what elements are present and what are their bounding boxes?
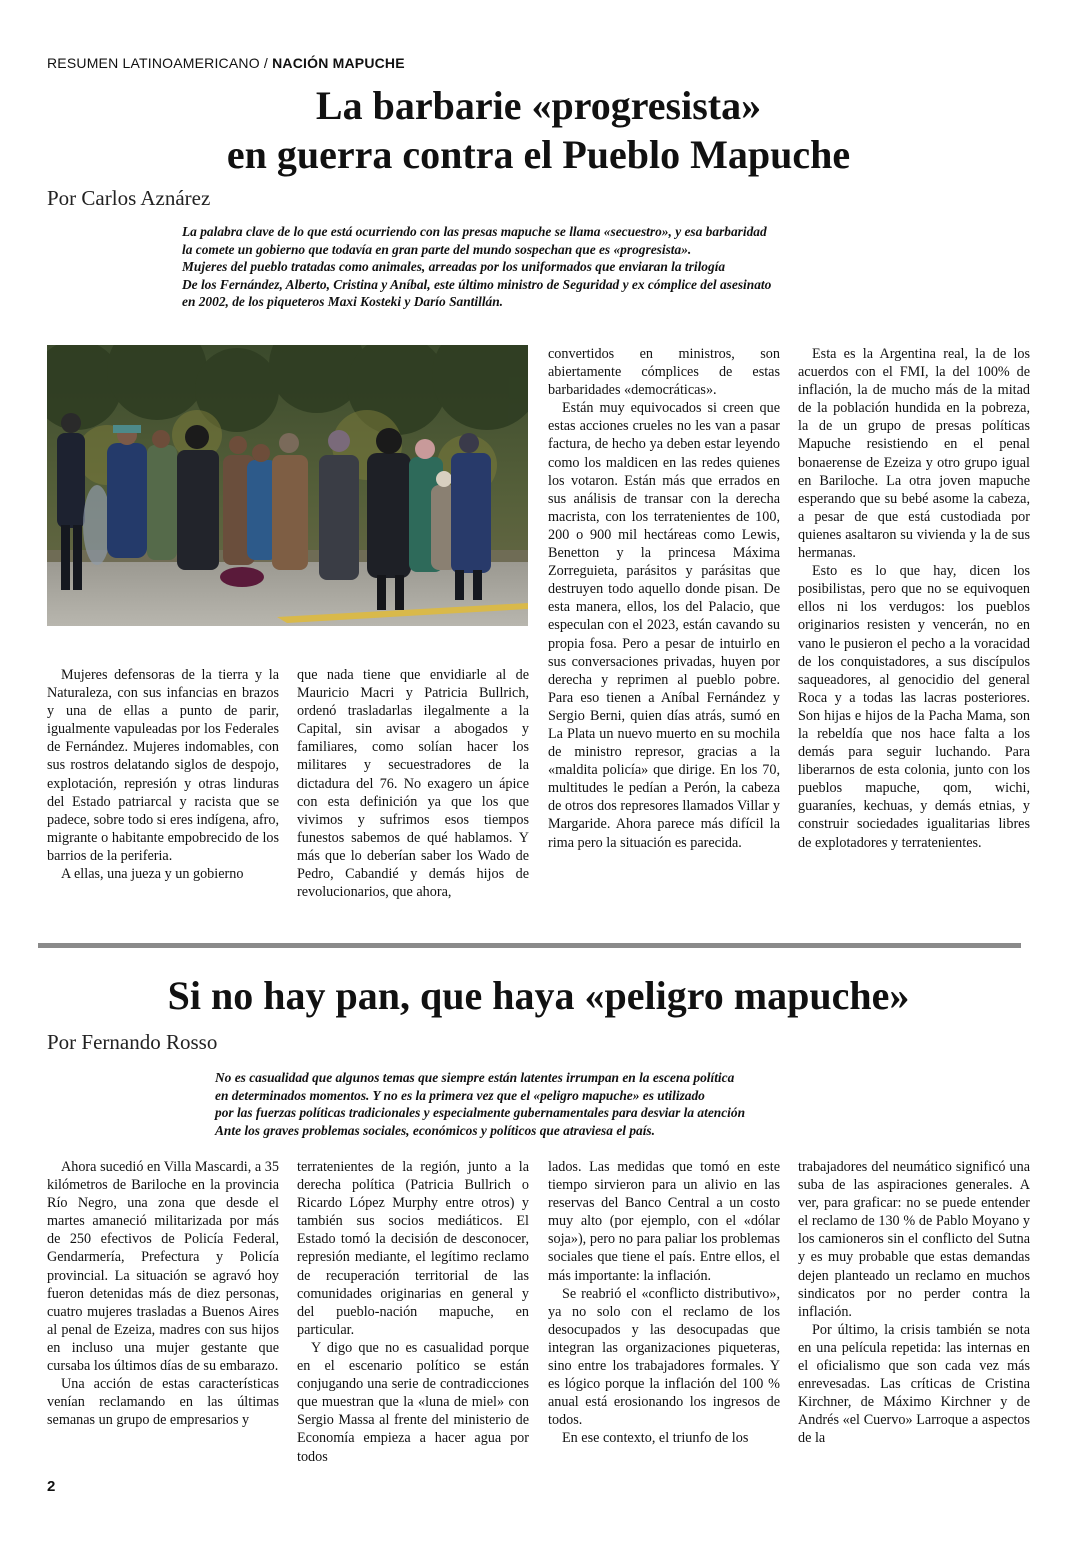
paragraph: Ahora sucedió en Villa Mascardi, a 35 kilómetros de Bariloche en la provincia Río Negro, una zona que desde el martes amaneció militarizada por más de 250 efectivos de Policía Federal, Gendarmería, Prefectura y Policía provincial. La situación se agravó hoy fueron detenidas más de diez personas, cuatro mujeres trasladas a Buenos Aires al penal de Ezeiza, madres con sus hijos en incluso una mujer gestante que cursaba los últimos días de su embarazo. [47, 1159, 279, 1375]
article2-title: Si no hay pan, que haya «peligro mapuche» [167, 973, 910, 1018]
article2-byline: Por Fernando Rosso [47, 1030, 218, 1054]
news-photo-mapuche-women [47, 345, 528, 626]
paragraph: A ellas, una jueza y un gobierno [61, 866, 244, 883]
paragraph: trabajadores del neumático significó una suba de las aspiraciones generales. A ver, para graficar: no se puede entender el reclamo de 130 % de Pablo Moyano y los camioneros sin el conflicto del Sutna y es muy probable que estas demandas dejen planteado un reclamo en muchos sindicatos por no perder contra la inflación. [798, 1159, 1030, 1320]
article1-lead-line: la comete un gobierno que todavía en gran parte del mundo sospechan que es «progresista». [182, 241, 692, 257]
article2-lead-line: Ante los graves problemas sociales, económicos y políticos que atraviesa el país. [215, 1122, 655, 1138]
article1-title-line2: en guerra contra el Pueblo Mapuche [226, 131, 851, 177]
publication-name: RESUMEN LATINOAMERICANO / [47, 55, 268, 71]
article2-lead-line: en determinados momentos. Y no es la primera vez que el «peligro mapuche» es utilizado [215, 1087, 705, 1103]
paragraph: terratenientes de la región, junto a la derecha política (Patricia Bullrich o Ricardo López Murphy entre otros) y también sus socios mediáticos. El Estado tomó la decisión de desconocer, represión mediante, el legítimo reclamo de recuperación territorial de las comunidades originarias en general y del pueblo-nación mapuche, en particular. [297, 1159, 529, 1338]
article1-title-line1: La barbarie «progresista» [315, 83, 762, 128]
article2-column-4 [798, 1158, 1030, 1448]
article2-column-2 [297, 1158, 529, 1466]
article1-lead-line: De los Fernández, Alberto, Cristina y Aníbal, este último ministro de Seguridad y ex cómplice del asesinato [182, 276, 772, 292]
paragraph: que nada tiene que envidiarle al de Mauricio Macri y Patricia Bullrich, ordenó trasladarlas ilegalmente a la Capital, sin avisar a abogados y familiares, como solían hacer los militares y secuestradores de la dictadura del 76. No exagero un ápice con esta definición ya que los que vivimos y sufrimos esos tiempos funestos sabemos de qué hablamos. Y más que lo deberían saber los Wado de Pedro, Cabandié y demás hijos de revolucionarios, que ahora, [297, 667, 529, 901]
paragraph: Y digo que no es casualidad porque en el escenario político se están conjugando una serie de contradicciones que muestran que la «luna de miel» con Sergio Massa al frente del ministerio de Economía empieza a hacer agua por todos [297, 1339, 529, 1465]
paragraph: Se reabrió el «conflicto distributivo», ya no solo con el reclamo de los desocupados y las desocupadas que integran las organizaciones piqueteras, sino entre los trabajadores formales. Y es lógico porque la inflación del 100 % anual está erosionando los ingresos de todos. [548, 1285, 780, 1429]
article1-column-4 [798, 345, 1030, 852]
article1-column-2 [297, 666, 529, 901]
article1-column-1 [47, 666, 279, 883]
paragraph: Esta es la Argentina real, la de los acuerdos con el FMI, la del 100% de inflación, la de mucho más de la mitad de la población hundida en la pobreza, la de un grupo de presas políticas Mapuche resistiendo en el penal bonaerense de Ezeiza y otro grupo igual en Bariloche. La otra joven mapuche esperando que su bebé asome la cabeza, a pesar de que está custodiada por quienes asaltaron su vivienda y la de sus hermanas. [798, 346, 1030, 562]
article2-column-1 [47, 1158, 279, 1429]
paragraph: Mujeres defensoras de la tierra y la Naturaleza, con sus infancias en brazos y una de ellas a punto de parir, igualmente vapuleadas por los Federales de Fernández. Mujeres indomables, con sus rostros delatando siglos de despojo, explotación, represión y otras linduras del Estado patriarcal y racista que se padece, sobre todo si eres indígena, afro, migrante o habitante empobrecido de los barrios de la periferia. [47, 667, 279, 864]
article2-column-3 [548, 1158, 780, 1448]
paragraph: Por último, la crisis también se nota en una película repetida: las internas en el oficialismo que son cada vez más enrevesadas. Las críticas de Cristina Kirchner, de Máximo Kirchner y de Andrés «el Cuervo» Larroque a aspectos de la [798, 1321, 1030, 1447]
article1-byline: Por Carlos Aznárez [47, 186, 211, 210]
publication-header [47, 55, 405, 71]
paragraph: Una acción de estas características venían reclamando en las últimas semanas un grupo de empresarios y [47, 1376, 279, 1429]
section-divider [38, 943, 1021, 948]
article1-column-3 [548, 345, 780, 852]
paragraph: convertidos en ministros, son abiertamente cómplices de estas barbaridades «democráticas». [548, 346, 780, 399]
article1-lead-line: La palabra clave de lo que está ocurriendo con las presas mapuche se llama «secuestro», y esa barbaridad [182, 224, 767, 239]
article2-lead-line: por las fuerzas políticas tradicionales y especialmente gubernamentales para desviar la atención [215, 1105, 746, 1120]
paragraph: Esto es lo que hay, dicen los posibilistas, pero que no se equivoquen ellos ni los verdugos: los pueblos originarios resisten y vencerán, no en vano le pusieron el pecho a la voracidad de los conquistadores, a sus discípulos saqueadores, al genocidio del general Roca y a todas las lacras posteriores. Son hijas e hijos de la Pacha Mama, son la rebeldía que nos hace falta a los demás para seguir luchando. Para liberarnos de esta colonia, junto con los pueblos mapuche, qom, wichi, guaraníes, kechuas, y demás etnias, y construir sociedades igualitarias libres de explotadores y terratenientes. [798, 563, 1030, 851]
paragraph: Están muy equivocados si creen que estas acciones crueles no les van a pasar factura, de hecho ya deben estar leyendo como los maldicen en las redes quienes los votaron. Están más que errados en sus análisis de transar con la derecha macrista, con los terratenientes de 100, 200 o 900 mil hectáreas como Lewis, Benetton y la princesa Máxima Zorreguieta, parásitos y parásitas que destruyen todo aquello donde pisan. De esta manera, ellos, los del Palacio, que especulan con el 2023, están cavando su propia fosa. Pero a pesar de intuirlo en sus conversaciones privadas, huyen por derecha y reprimen al pueblo pobre. Para eso tienen a Aníbal Fernández y Sergio Berni, quien días atrás, sumó en La Plata un nuevo muerto en su mochila de ministro represor, gracias a la «maldita policía» que dirige. En los 70, multitudes le pedían a Perón, la cabeza de otros dos represores llamados Villar y Margaride. Ahora parece más difícil la rima pero la situación es parecida. [548, 400, 780, 851]
page-number: 2 [47, 1478, 56, 1495]
section-name: NACIÓN MAPUCHE [272, 55, 405, 71]
article2-lead-line: No es casualidad que algunos temas que siempre están latentes irrumpan en la escena política [215, 1070, 735, 1085]
article2-lead [215, 1069, 745, 1139]
article1-lead [182, 223, 771, 311]
article1-lead-line: en 2002, de los piqueteros Maxi Kosteki y Darío Santillán. [182, 294, 504, 309]
article1-title [0, 82, 1077, 180]
paragraph: En ese contexto, el triunfo de los [562, 1430, 749, 1447]
article1-lead-line: Mujeres del pueblo tratadas como animales, arreadas por los uniformados que enviaran la trilogía [182, 259, 726, 274]
paragraph: lados. Las medidas que tomó en este tiempo sirvieron para un alivio en las reservas del Banco Central a un costo muy alto (por ejemplo, con el «dólar soja»), pero no para paliar los problemas sociales que tiene el país. Entre ellos, el más importante: la inflación. [548, 1159, 780, 1284]
